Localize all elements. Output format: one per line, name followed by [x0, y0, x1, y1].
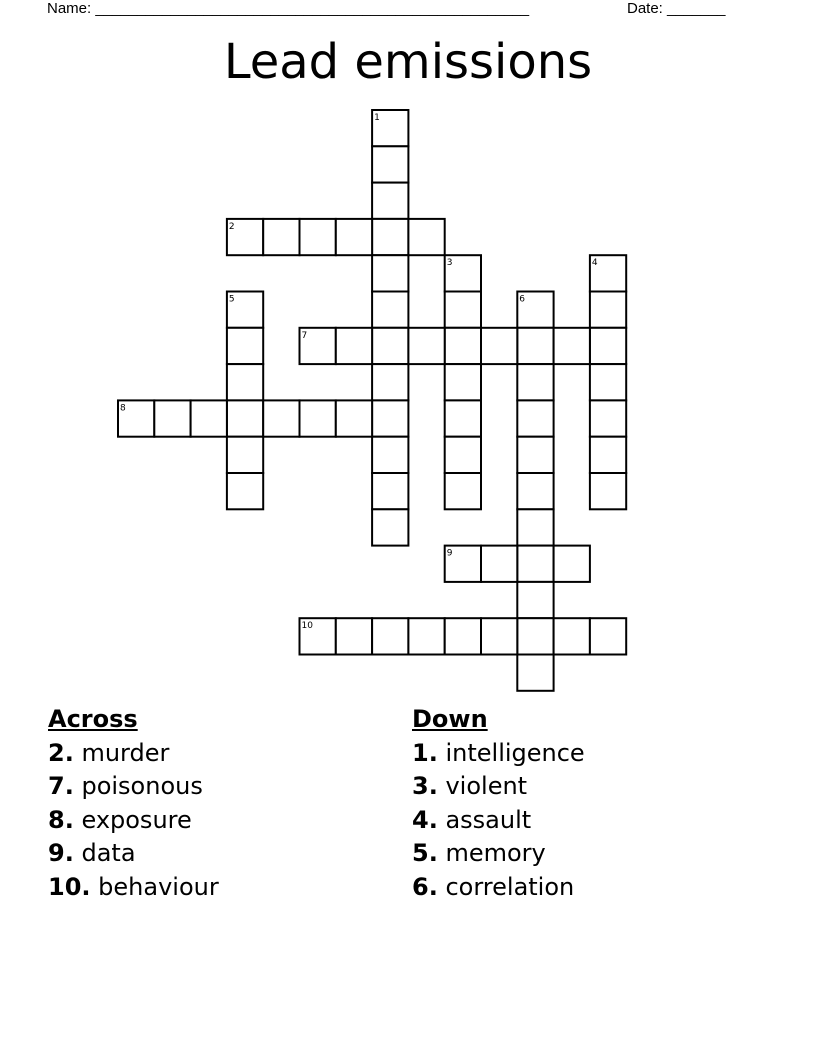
puzzle-title: Lead emissions: [223, 34, 593, 90]
grid-cell[interactable]: [517, 546, 553, 582]
grid-cell[interactable]: [263, 400, 299, 436]
clue-text: correlation: [445, 872, 575, 901]
grid-cell[interactable]: [517, 328, 553, 364]
grid-cell[interactable]: [445, 292, 481, 328]
clue-number: 7.: [48, 772, 74, 800]
across-clue-10: [48, 871, 219, 905]
clue-text: exposure: [81, 805, 192, 834]
across-clue-2: [48, 737, 219, 771]
grid-cell[interactable]: [554, 328, 590, 364]
clue-number: 1.: [412, 738, 438, 767]
grid-cell[interactable]: [517, 655, 553, 691]
grid-cell[interactable]: [300, 400, 336, 436]
grid-cell[interactable]: [227, 437, 263, 473]
across-clue-7: [48, 770, 219, 804]
across-clue-9: [48, 837, 219, 871]
clue-text: assault: [445, 805, 532, 834]
clue-start-number: 1: [374, 113, 380, 123]
grid-cell[interactable]: [481, 618, 517, 654]
grid-cell[interactable]: [445, 364, 481, 400]
clue-text: data: [81, 839, 136, 867]
grid-cell[interactable]: [227, 364, 263, 400]
down-clues: [412, 703, 585, 904]
clue-start-number: 3: [446, 258, 453, 269]
down-clue-4: [412, 804, 585, 838]
grid-cell[interactable]: [300, 219, 336, 255]
grid-cell[interactable]: [372, 328, 408, 364]
down-clue-6: [412, 871, 585, 905]
grid-cell[interactable]: [554, 546, 590, 582]
clue-start-number: 6: [519, 294, 526, 305]
grid-cell[interactable]: [517, 473, 553, 509]
grid-cell[interactable]: [336, 618, 372, 654]
grid-cell[interactable]: [227, 328, 263, 364]
down-clue-1: [412, 737, 585, 771]
grid-cell[interactable]: [372, 400, 408, 436]
grid-cell[interactable]: [263, 219, 299, 255]
grid-cell[interactable]: [372, 292, 408, 328]
clue-text: behaviour: [98, 872, 219, 901]
clue-number: 3.: [412, 772, 438, 800]
down-clue-5: [412, 837, 585, 871]
clue-start-number: 4: [591, 258, 598, 269]
clue-text: memory: [445, 839, 546, 867]
clue-number: 8.: [48, 805, 74, 834]
grid-cell[interactable]: [517, 400, 553, 436]
grid-cell[interactable]: [191, 400, 227, 436]
clue-number: 6.: [412, 872, 438, 901]
grid-cell[interactable]: [517, 509, 553, 545]
date-field-line: Date: _______: [627, 0, 726, 17]
clue-number: 10.: [48, 872, 91, 901]
grid-cell[interactable]: [590, 400, 626, 436]
name-field-line: Name: ____________________________________________________: [47, 0, 530, 17]
clue-start-number: 9: [446, 548, 453, 559]
clue-text: murder: [81, 738, 170, 767]
grid-cell[interactable]: [445, 618, 481, 654]
grid-cell[interactable]: [445, 437, 481, 473]
across-clue-8: [48, 804, 219, 838]
grid-cell[interactable]: [554, 618, 590, 654]
down-clue-3: [412, 770, 585, 804]
grid-cell[interactable]: [445, 400, 481, 436]
grid-cell[interactable]: [590, 328, 626, 364]
clue-start-number: 10: [301, 621, 313, 632]
clue-start-number: 8: [120, 403, 126, 414]
across-heading: Across: [48, 705, 138, 733]
clue-start-number: 2: [228, 221, 235, 232]
grid-cell[interactable]: [372, 473, 408, 509]
grid-cell[interactable]: [517, 364, 553, 400]
clue-number: 5.: [412, 839, 438, 867]
grid-cell[interactable]: [590, 437, 626, 473]
grid-cell[interactable]: [517, 437, 553, 473]
grid-cell[interactable]: [336, 328, 372, 364]
grid-cell[interactable]: [336, 400, 372, 436]
clue-number: 4.: [412, 805, 438, 834]
grid-cell[interactable]: [590, 292, 626, 328]
clue-number: 9.: [48, 839, 74, 867]
grid-cell[interactable]: [372, 219, 408, 255]
clue-number: 2.: [48, 738, 74, 767]
clue-text: intelligence: [445, 738, 585, 767]
clue-start-number: 5: [228, 294, 235, 305]
across-clues: [48, 703, 219, 904]
grid-cell[interactable]: [517, 582, 553, 618]
grid-cell[interactable]: [408, 219, 444, 255]
clue-text: poisonous: [81, 772, 203, 800]
grid-cell[interactable]: [481, 546, 517, 582]
grid-cell[interactable]: [590, 364, 626, 400]
grid-cell[interactable]: [590, 473, 626, 509]
grid-cell[interactable]: [227, 400, 263, 436]
grid-cell[interactable]: [408, 618, 444, 654]
grid-cell[interactable]: [372, 437, 408, 473]
grid-cell[interactable]: [445, 473, 481, 509]
clue-start-number: 7: [301, 330, 308, 341]
grid-cell[interactable]: [336, 219, 372, 255]
grid-cell[interactable]: [227, 473, 263, 509]
grid-cell[interactable]: [372, 183, 408, 219]
grid-cell[interactable]: [517, 618, 553, 654]
grid-cell[interactable]: [590, 618, 626, 654]
grid-cell[interactable]: [445, 328, 481, 364]
grid-cell[interactable]: [372, 618, 408, 654]
grid-cell[interactable]: [372, 146, 408, 182]
grid-cell[interactable]: [408, 328, 444, 364]
down-heading: Down: [412, 705, 488, 733]
clue-text: violent: [445, 772, 528, 800]
grid-cell[interactable]: [372, 255, 408, 291]
grid-cell[interactable]: [481, 328, 517, 364]
grid-cell[interactable]: [372, 509, 408, 545]
grid-cell[interactable]: [154, 400, 190, 436]
grid-cell[interactable]: [372, 364, 408, 400]
